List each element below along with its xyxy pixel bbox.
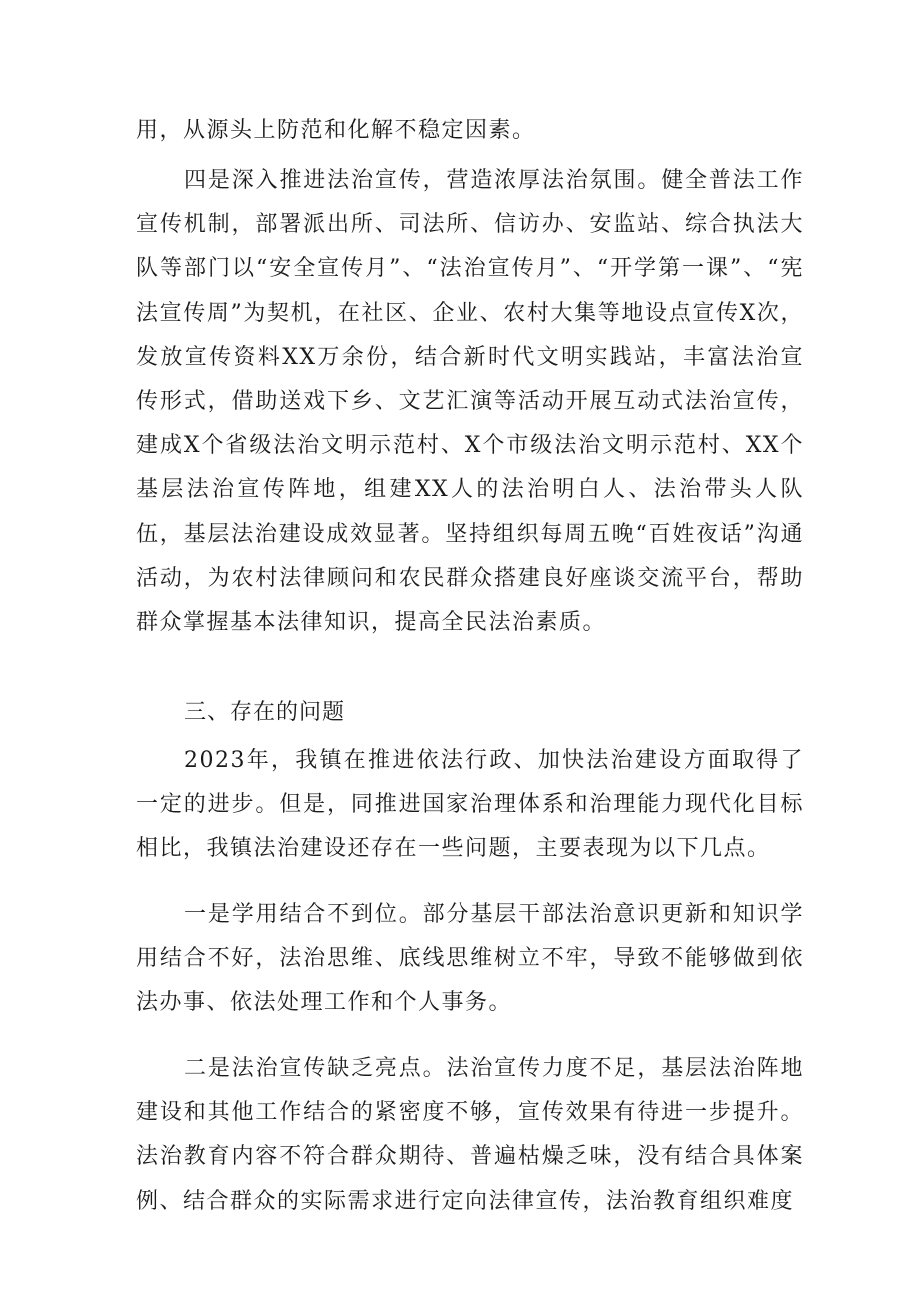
- paragraph-continuation: 用，从源头上防范和化解不稳定因素。: [136, 118, 536, 143]
- paragraph-problem-one: 一是学用结合不到位。部分基层干部法治意识更新和知识学用结合不好，法治思维、底线思维树立不牢，导致不能够做到依法办事、依法处理工作和个人事务。: [136, 902, 804, 1016]
- paragraph-problem-two: 二是法治宣传缺乏亮点。法治宣传力度不足，基层法治阵地建设和其他工作结合的紧密度不够，宣传效果有待进一步提升。法治教育内容不符合群众期待、普遍枯燥乏味，没有结合具体案例、结合群众的实际需求进行定向法律宣传，法治教育组织难度: [136, 1056, 804, 1214]
- paragraph-legal-publicity: 四是深入推进法治宣传，营造浓厚法治氛围。健全普法工作宣传机制，部署派出所、司法所、信访办、安监站、综合执法大队等部门以“安全宣传月”、“法治宣传月”、“开学第一课”、“宪法宣传周”为契机，在社区、企业、农村大集等地设点宣传X次，发放宣传资料XX万余份，结合新时代文明实践站，丰富法治宣传形式，借助送戏下乡、文艺汇演等活动开展互动式法治宣传，建成X个省级法治文明示范村、X个市级法治文明示范村、XX个基层法治宣传阵地，组建XX人的法治明白人、法治带头人队伍，基层法治建设成效显著。坚持组织每周五晚“百姓夜话”沟通活动，为农村法律顾问和农民群众搭建良好座谈交流平台，帮助群众掌握基本法律知识，提高全民法治素质。: [136, 168, 804, 636]
- section-heading-existing-problems: 三、存在的问题: [184, 700, 346, 725]
- paragraph-problems-intro: 2023年，我镇在推进依法行政、加快法治建设方面取得了一定的进步。但是，同推进国家治理体系和治理能力现代化目标相比，我镇法治建设还存在一些问题，主要表现为以下几点。: [136, 748, 804, 862]
